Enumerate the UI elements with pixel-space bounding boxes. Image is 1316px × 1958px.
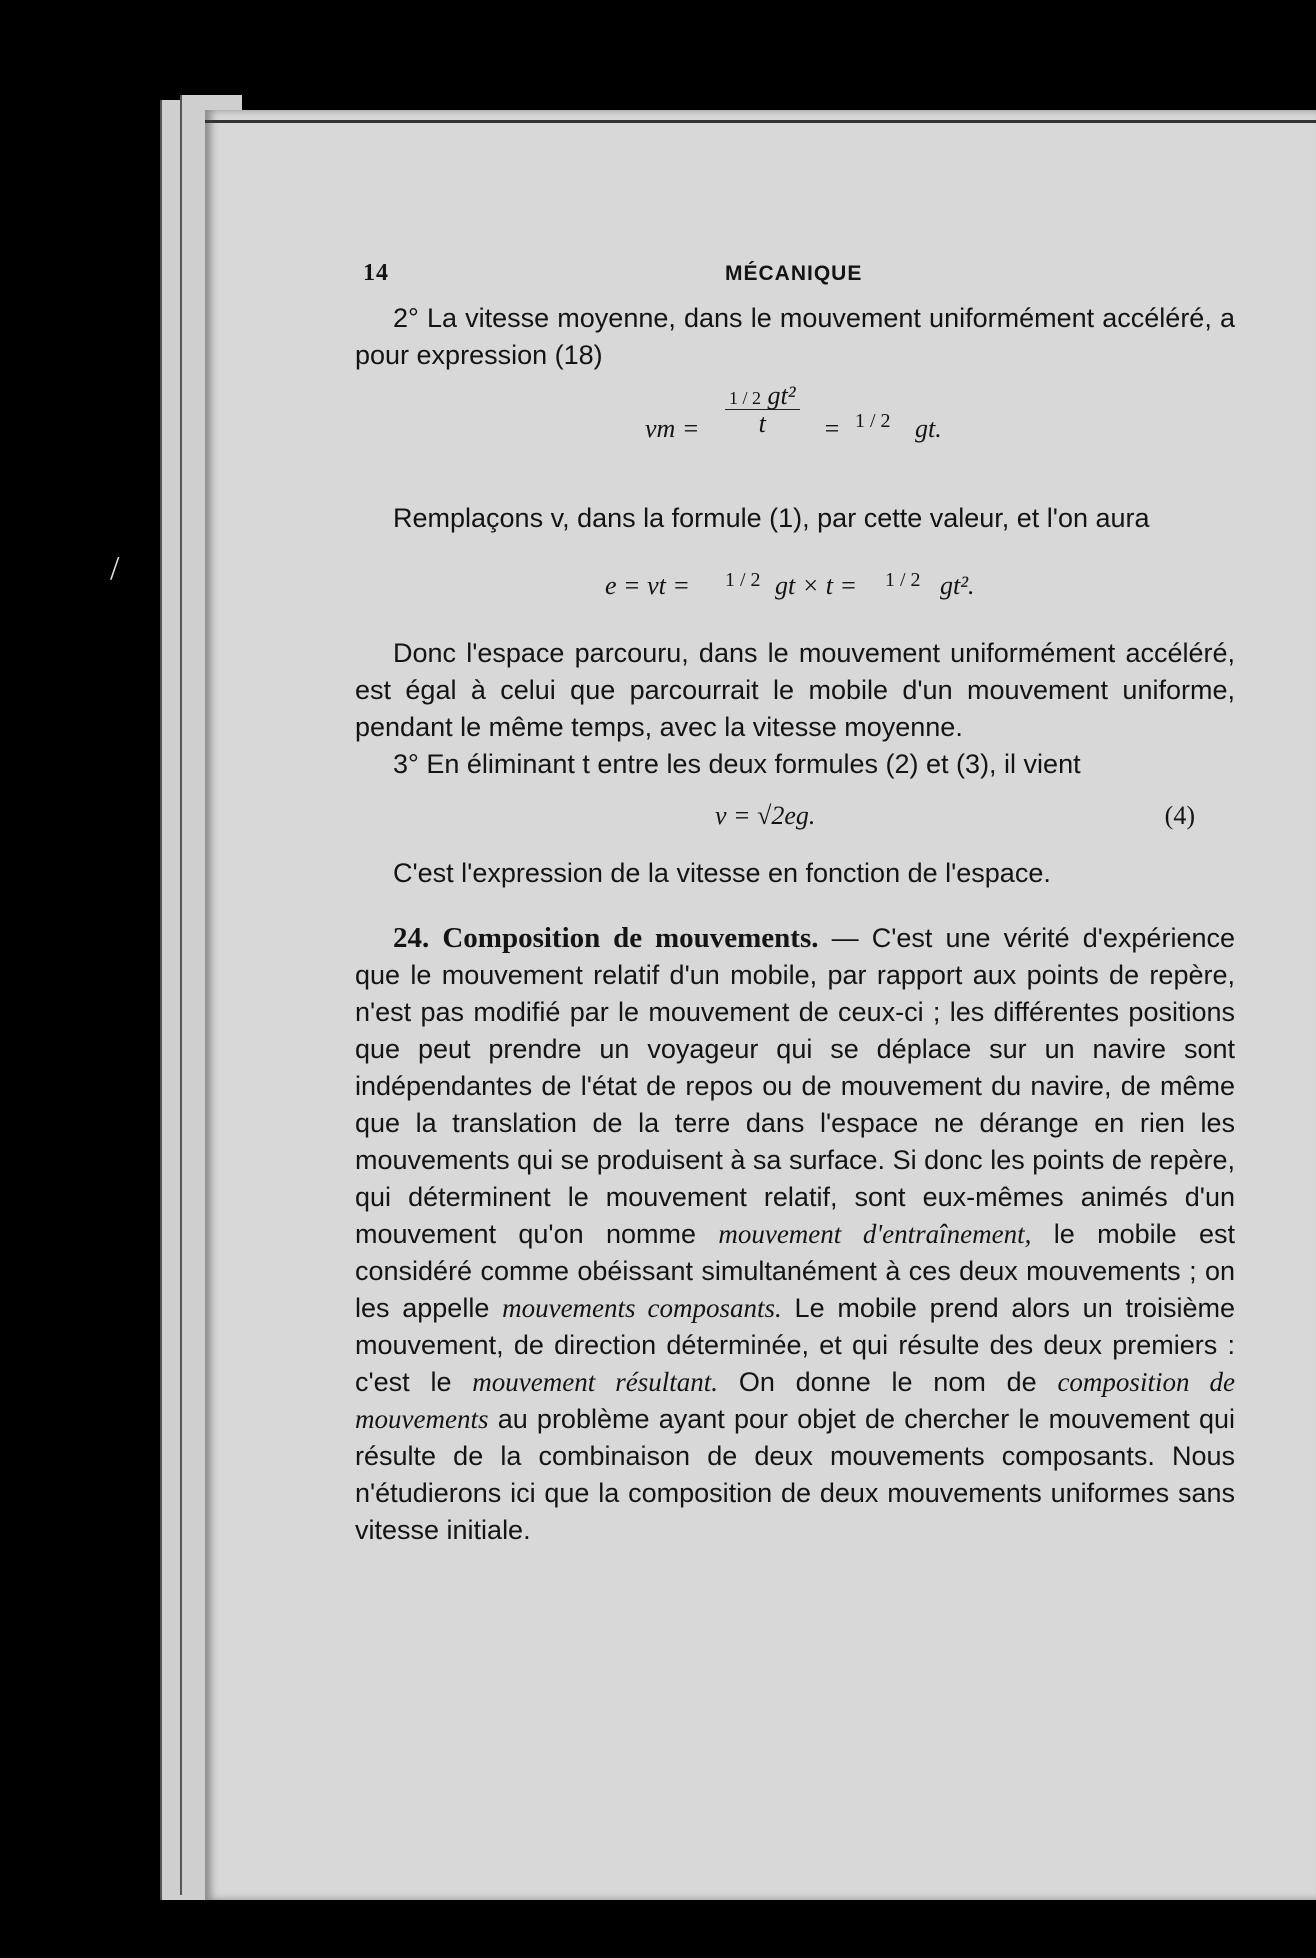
paragraph-conclusion: Donc l'espace parcouru, dans le mouvement uniformément accéléré, est égal à celui que parcourrait le mobile d'un mouvement uniforme, pendant le même temps, avec la vitesse moyenne.: [355, 638, 1235, 742]
section-number: 24.: [393, 922, 430, 954]
page-top-border: [205, 120, 1316, 123]
eq2-frac1: 1 / 2: [725, 569, 761, 591]
section-text-b: le mobile est considéré comme obéissant simultanément à ces deux mouvements ; on les appelle: [355, 1219, 1235, 1323]
eq3-text: v = √2eg.: [715, 801, 816, 830]
equation-mean-velocity: [355, 382, 1235, 482]
section-text-d: On donne le nom de: [738, 1367, 1037, 1397]
term-entrainement: mouvement d'entraînement,: [718, 1219, 1032, 1249]
section-text-c: Le mobile prend alors un troisième mouvement, de direction déterminée, et qui résulte des deux premiers : c'est le: [355, 1293, 1235, 1397]
eq2-lhs: e = vt =: [605, 571, 690, 600]
section-title: Composition de mouvements.: [442, 922, 819, 954]
term-resultant: mouvement résultant.: [472, 1367, 719, 1397]
paragraph-mean-velocity: 2° La vitesse moyenne, dans le mouvement uniformément accéléré, a pour expression (18): [355, 303, 1235, 370]
eq2-mid: gt × t =: [775, 571, 858, 600]
eq1-lhs: vm =: [645, 414, 700, 443]
running-header: [355, 260, 1235, 300]
page-number: 14: [363, 260, 389, 286]
section-24: [355, 920, 1235, 1549]
equation-distance: [355, 549, 1235, 619]
eq1-num-rest: gt²: [767, 381, 796, 410]
section-text-e: au problème ayant pour objet de chercher le mouvement qui résulte de la combinaison de deux mouvements composants. Nous n'étudierons ici que la composition de deux mouvements uniformes sans vitesse initiale.: [355, 1404, 1235, 1545]
eq1-frac: 1 / 2: [855, 410, 891, 432]
eq3-number: (4): [1164, 801, 1195, 830]
eq2-rest: gt².: [940, 571, 975, 600]
term-composition: composition de mouvements: [355, 1367, 1235, 1434]
margin-mark: /: [110, 550, 120, 587]
eq1-num-frac: 1 / 2: [729, 388, 762, 408]
section-text-a: — C'est une vérité d'expérience que le mouvement relatif d'un mobile, par rapport aux points de repère, n'est pas modifié par le mouvement de ceux-ci ; les différentes positions que peut prendre un voyageur qui se déplace sur un navire sont indépendantes de l'état de repos ou de mouvement du navire, de même que la translation de la terre dans l'espace ne dérange en rien les mouvements qui se produisent à sa surface. Si donc les points de repère, qui déterminent le mouvement relatif, sont eux-mêmes animés d'un mouvement qu'on nomme: [355, 923, 1235, 1249]
book-page: [205, 110, 1316, 1900]
paragraph-expression: C'est l'expression de la vitesse en fonction de l'espace.: [393, 858, 1051, 888]
equation-velocity-space: [355, 793, 1235, 849]
eq1-rest: gt.: [915, 414, 942, 443]
page-content: [355, 260, 1235, 1549]
eq1-main-fraction: [725, 382, 800, 438]
running-title: MÉCANIQUE: [725, 262, 863, 285]
term-composants: mouvements composants.: [502, 1293, 782, 1323]
eq2-frac2: 1 / 2: [885, 569, 921, 591]
eq1-equals: =: [823, 414, 841, 443]
paragraph-substitution: Remplaçons v, dans la formule (1), par cette valeur, et l'on aura: [393, 503, 1150, 533]
paragraph-eliminating: 3° En éliminant t entre les deux formules (2) et (3), il vient: [393, 749, 1081, 779]
eq1-denominator: t: [758, 409, 766, 439]
